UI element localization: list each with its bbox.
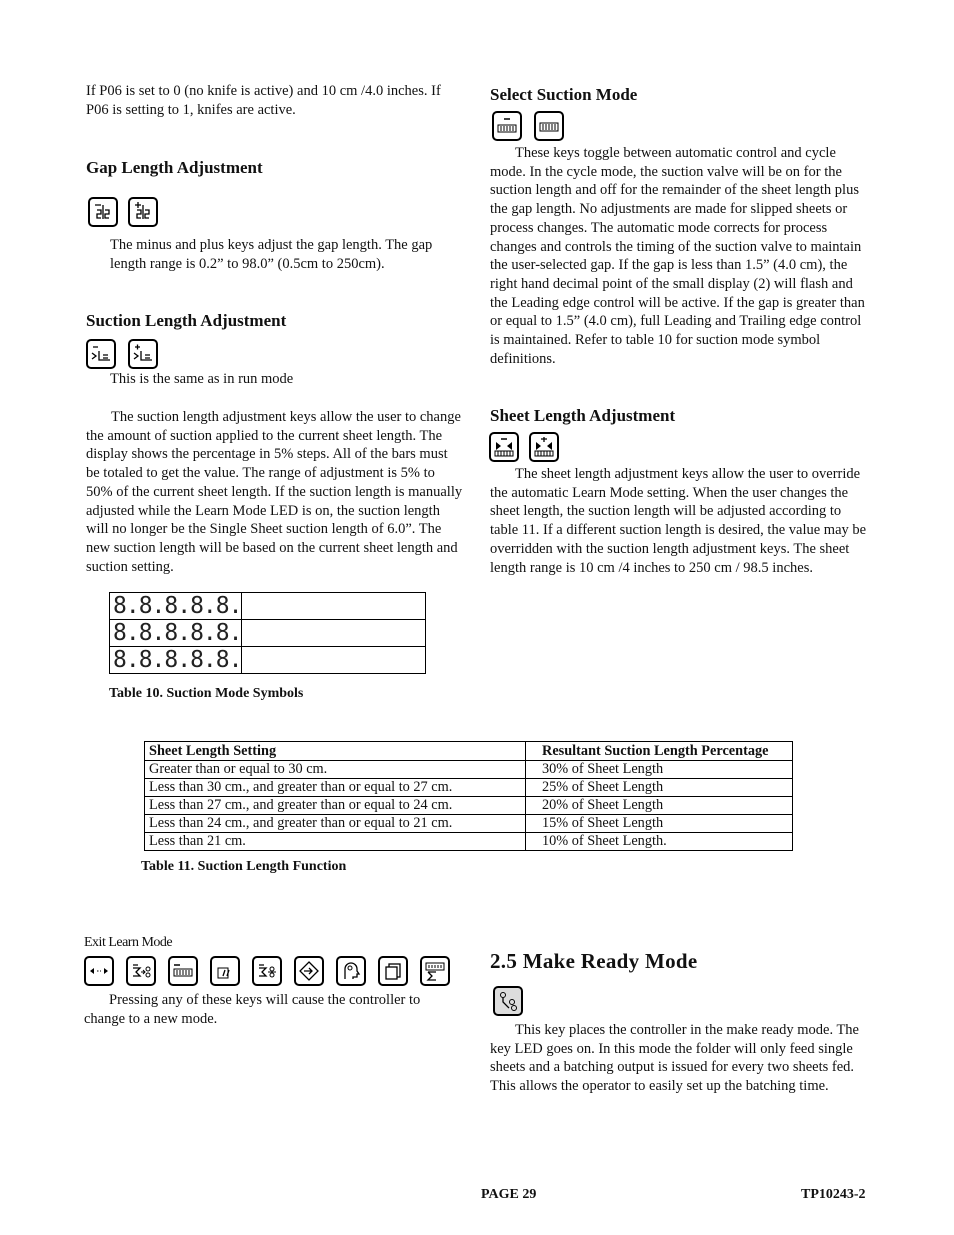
segment-display: 8.8.8.8.8.	[110, 593, 242, 620]
copy-icon[interactable]	[378, 956, 408, 986]
segment-display: 8.8.8.8.8.	[110, 620, 242, 647]
suction-bar-icon[interactable]	[168, 956, 198, 986]
suction-plus-icon[interactable]	[128, 339, 158, 369]
gap-key-row	[88, 197, 158, 227]
sheet-key-row	[489, 432, 559, 462]
symbol-description	[242, 647, 426, 674]
table-cell: 25% of Sheet Length	[526, 779, 793, 797]
select-suction-mode-text: These keys toggle between automatic control and cycle mode. In the cycle mode, the suction valve will be on for the suction length and off for the remainder of the sheet length plus the gap length. No adjustments are made for slipped sheets or process changes. The automatic mode corrects for process changes and controls the timing of the suction valve to maintain the user-selected gap. If the gap is less than 1.5” (4.0 cm), the right hand decimal point of the small display (2) will flash and the Leading edge control will be active. If the gap is greater than or equal to 1.5” (4.0 cm), full Leading and Trailing edge control is maintained. Refer to table 10 for suction mode symbol definitions.	[490, 145, 865, 367]
enter-icon[interactable]	[294, 956, 324, 986]
table-row	[145, 833, 793, 851]
arrows-icon[interactable]	[84, 956, 114, 986]
select-suction-mode-heading: Select Suction Mode	[490, 85, 638, 104]
table-cell: Less than 27 cm., and greater than or equal to 24 cm.	[145, 797, 526, 815]
symbol-description	[242, 620, 426, 647]
suction-length-text: The suction length adjustment keys allow the user to change the amount of suction applied to the current sheet length. The display shows the percentage in 5% steps. All of the bars must be totaled to get the value. The range of adjustment is 5% to 50% of the current sheet length. If the suction length is manually adjusted while the Learn Mode LED is on, the suction length will no longer be the Single Sheet suction length of 6.0”. The new suction length will be based on the current sheet length and suction setting.	[86, 409, 463, 575]
document-id: TP10243-2	[801, 1187, 866, 1202]
table-cell: Less than 21 cm.	[145, 833, 526, 851]
sheet-length-text: The sheet length adjustment keys allow the user to override the automatic Learn Mode setting. When the user changes the sheet length, the suction length will be adjusted according to table 11. If a different suction length is desired, the value may be overridden with the suction length adjustment keys. The sheet length range is 10 cm /4 inches to 250 cm / 98.5 inches.	[490, 466, 867, 576]
make-ready-icon[interactable]	[493, 986, 523, 1016]
table-cell: 30% of Sheet Length	[526, 761, 793, 779]
table-row	[110, 620, 426, 647]
table-cell: Greater than or equal to 30 cm.	[145, 761, 526, 779]
table-cell: Less than 24 cm., and greater than or equal to 21 cm.	[145, 815, 526, 833]
sum-reset-icon[interactable]	[252, 956, 282, 986]
table-cell: Less than 30 cm., and greater than or equal to 27 cm.	[145, 779, 526, 797]
suction-note: This is the same as in run mode	[110, 371, 294, 387]
sheet-minus-icon[interactable]	[489, 432, 519, 462]
table-row	[110, 647, 426, 674]
sum-batch-icon[interactable]	[126, 956, 156, 986]
sheet-length-heading: Sheet Length Adjustment	[490, 406, 676, 425]
suction-mode-symbol-table	[109, 592, 426, 674]
head-icon[interactable]	[336, 956, 366, 986]
table-header-row	[145, 742, 793, 761]
table10-caption: Table 10. Suction Mode Symbols	[109, 686, 304, 701]
gap-minus-icon[interactable]	[88, 197, 118, 227]
suction-cycle-icon[interactable]	[534, 111, 564, 141]
table11-caption: Table 11. Suction Length Function	[141, 859, 347, 874]
suction-length-function-table	[144, 741, 793, 851]
table-row	[110, 593, 426, 620]
counter-sum-icon[interactable]	[420, 956, 450, 986]
table-cell: 20% of Sheet Length	[526, 797, 793, 815]
symbol-description	[242, 593, 426, 620]
intro-paragraph: If P06 is set to 0 (no knife is active) and 10 cm /4.0 inches. If P06 is setting to 1, knifes are active.	[86, 83, 441, 118]
make-ready-text: This key places the controller in the make ready mode. The key LED goes on. In this mode the folder will only feed single sheets and a batching output is issued for every two sheets fed. This allows the operator to easily set up the batching time.	[490, 1022, 859, 1095]
table-cell: 10% of Sheet Length.	[526, 833, 793, 851]
suction-mode-key-row	[492, 111, 564, 141]
suction-minus-icon[interactable]	[86, 339, 116, 369]
table-row	[145, 779, 793, 797]
table-row	[145, 761, 793, 779]
gap-length-heading: Gap Length Adjustment	[86, 158, 263, 177]
make-ready-heading: 2.5 Make Ready Mode	[490, 949, 698, 973]
table-row	[145, 815, 793, 833]
exit-learn-mode-label: Exit Learn Mode	[84, 935, 173, 950]
table-row	[145, 797, 793, 815]
exit-key-row	[84, 956, 450, 986]
column-header: Sheet Length Setting	[145, 742, 526, 761]
table-cell: 15% of Sheet Length	[526, 815, 793, 833]
column-header: Resultant Suction Length Percentage	[526, 742, 793, 761]
segment-display: 8.8.8.8.8.	[110, 647, 242, 674]
suction-auto-icon[interactable]	[492, 111, 522, 141]
gap-length-text: The minus and plus keys adjust the gap length. The gap length range is 0.2” to 98.0” (0.5cm to 250cm).	[110, 237, 433, 272]
gap-plus-icon[interactable]	[128, 197, 158, 227]
knife-icon[interactable]	[210, 956, 240, 986]
exit-learn-mode-text: Pressing any of these keys will cause the controller to change to a new mode.	[84, 992, 421, 1027]
make-ready-key-row	[493, 986, 523, 1016]
sheet-plus-icon[interactable]	[529, 432, 559, 462]
page-number: PAGE 29	[481, 1187, 537, 1202]
suction-length-heading: Suction Length Adjustment	[86, 311, 287, 330]
suction-key-row	[86, 339, 158, 369]
